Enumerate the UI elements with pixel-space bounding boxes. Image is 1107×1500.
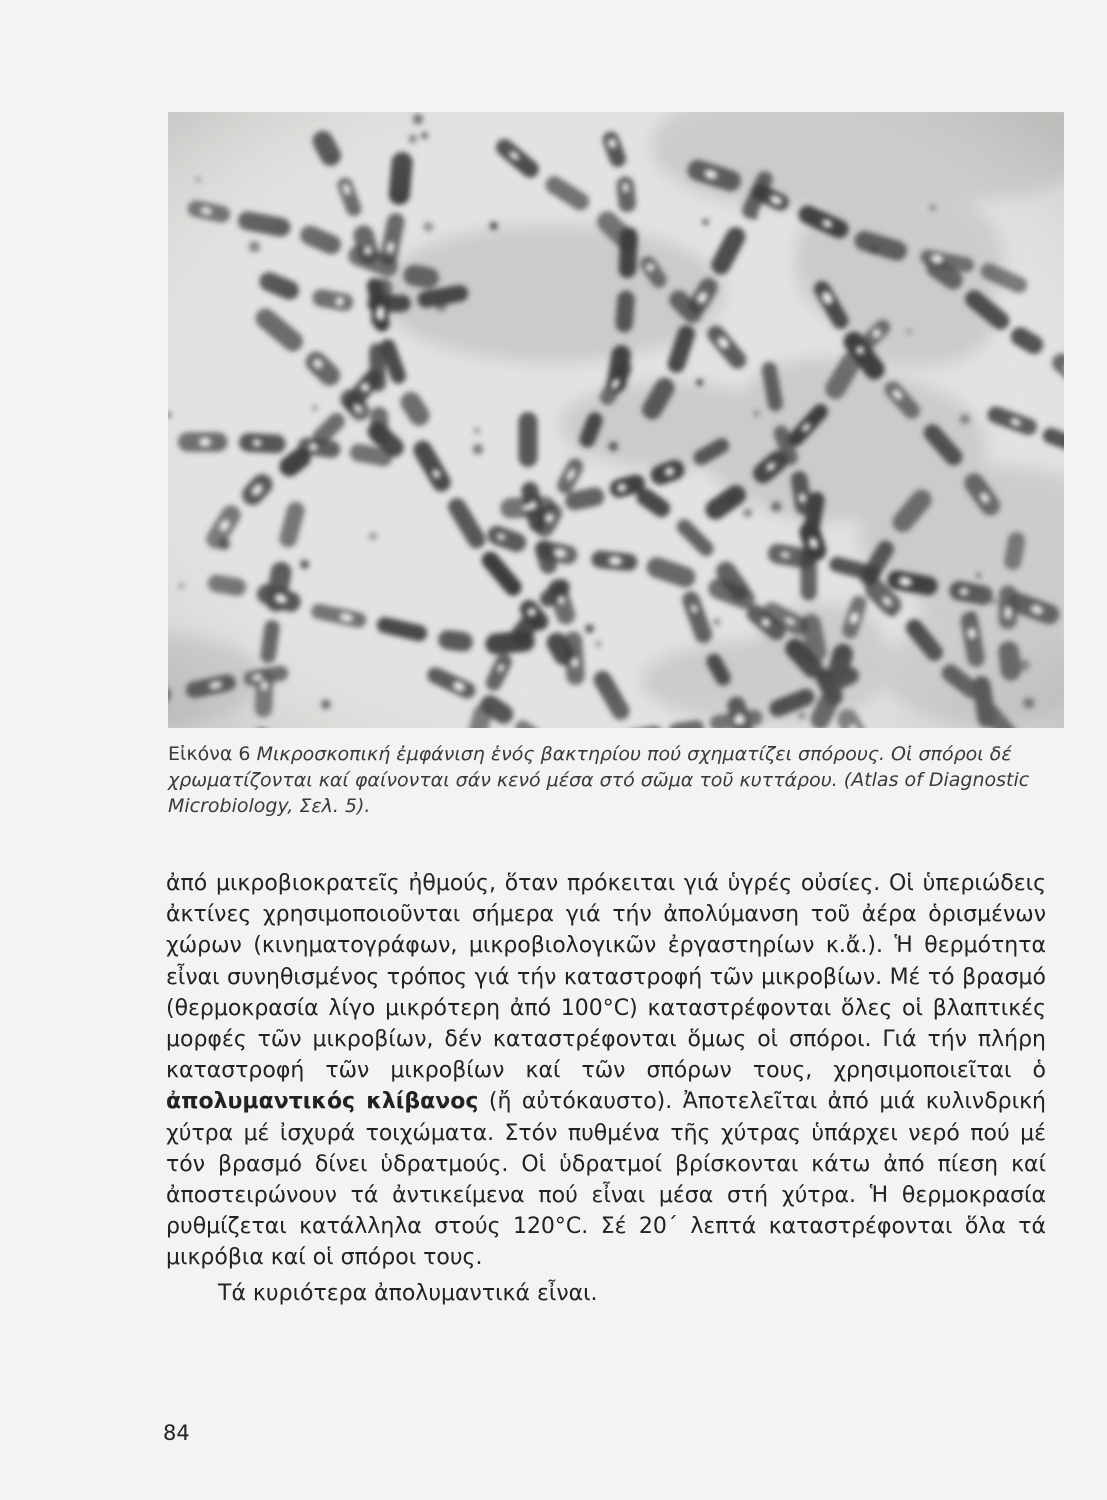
bold-term-autoclave: ἀπολυμαντικός κλίβανος bbox=[166, 1089, 479, 1115]
figure-caption bbox=[168, 741, 1048, 819]
body-text bbox=[166, 868, 1046, 1309]
caption-label: Εἰκόνα 6 bbox=[168, 743, 251, 765]
body-text-part1: ἀπό μικροβιοκρατεῖς ἠθμούς, ὅταν πρόκειται γιά ὑγρές οὐσίες. Οἱ ὑπεριώδεις ἀκτίνες χρησιμοποιοῦνται σήμερα γιά τήν ἀπολύμανση τοῦ ἀέρα ὁρισμένων χώρων (κινηματογράφων, μικροβιολογικῶν ἐργαστηρίων κ.ἄ.). Ἡ θερμότητα εἶναι συνηθισμένος τρόπος γιά τήν καταστροφή τῶν μικροβίων. Μέ τό βρασμό (θερμοκρασία λίγο μικρότερη ἀπό 100°C) καταστρέφονται ὅλες οἱ βλαπτικές μορφές τῶν μικροβίων, δέν καταστρέφονται ὅμως οἱ σπόροι. Γιά τήν πλήρη καταστροφή τῶν μικροβίων καί τῶν σπόρων τους, χρησιμοποιεῖται ὁ bbox=[166, 871, 1046, 1084]
body-paragraph bbox=[166, 868, 1046, 1274]
bacteria-micrograph-image bbox=[168, 112, 1064, 728]
body-text-part2: (ἤ αὐτόκαυστο). Ἀποτελεῖται ἀπό μιά κυλινδρική χύτρα μέ ἰσχυρά τοιχώματα. Στόν πυθμένα τῆς χύτρας ὑπάρχει νερό πού μέ τόν βρασμό δίνει ὑδρατμούς. Οἱ ὑδρατμοί βρίσκονται κάτω ἀπό πίεση καί ἀποστειρώνουν τά ἀντικείμενα πού εἶναι μέσα στή χύτρα. Ἡ θερμοκρασία ρυθμίζεται κατάλληλα στούς 120°C. Σέ 20΄ λεπτά καταστρέφονται ὅλα τά μικρόβια καί οἱ σπόροι τους. bbox=[166, 1089, 1046, 1271]
caption-text: Μικροσκοπική ἐμφάνιση ἑνός βακτηρίου πού σχηματίζει σπόρους. Οἱ σπόροι δέ χρωματίζονται καί φαίνονται σάν κενό μέσα στό σῶμα τοῦ κυττάρου. (Atlas of Diagnostic Microbiology, Σελ. 5). bbox=[168, 743, 1030, 817]
micrograph-figure bbox=[168, 112, 1064, 728]
page-number: 84 bbox=[163, 1421, 190, 1445]
closing-line: Τά κυριότερα ἀπολυμαντικά εἶναι. bbox=[218, 1280, 598, 1306]
